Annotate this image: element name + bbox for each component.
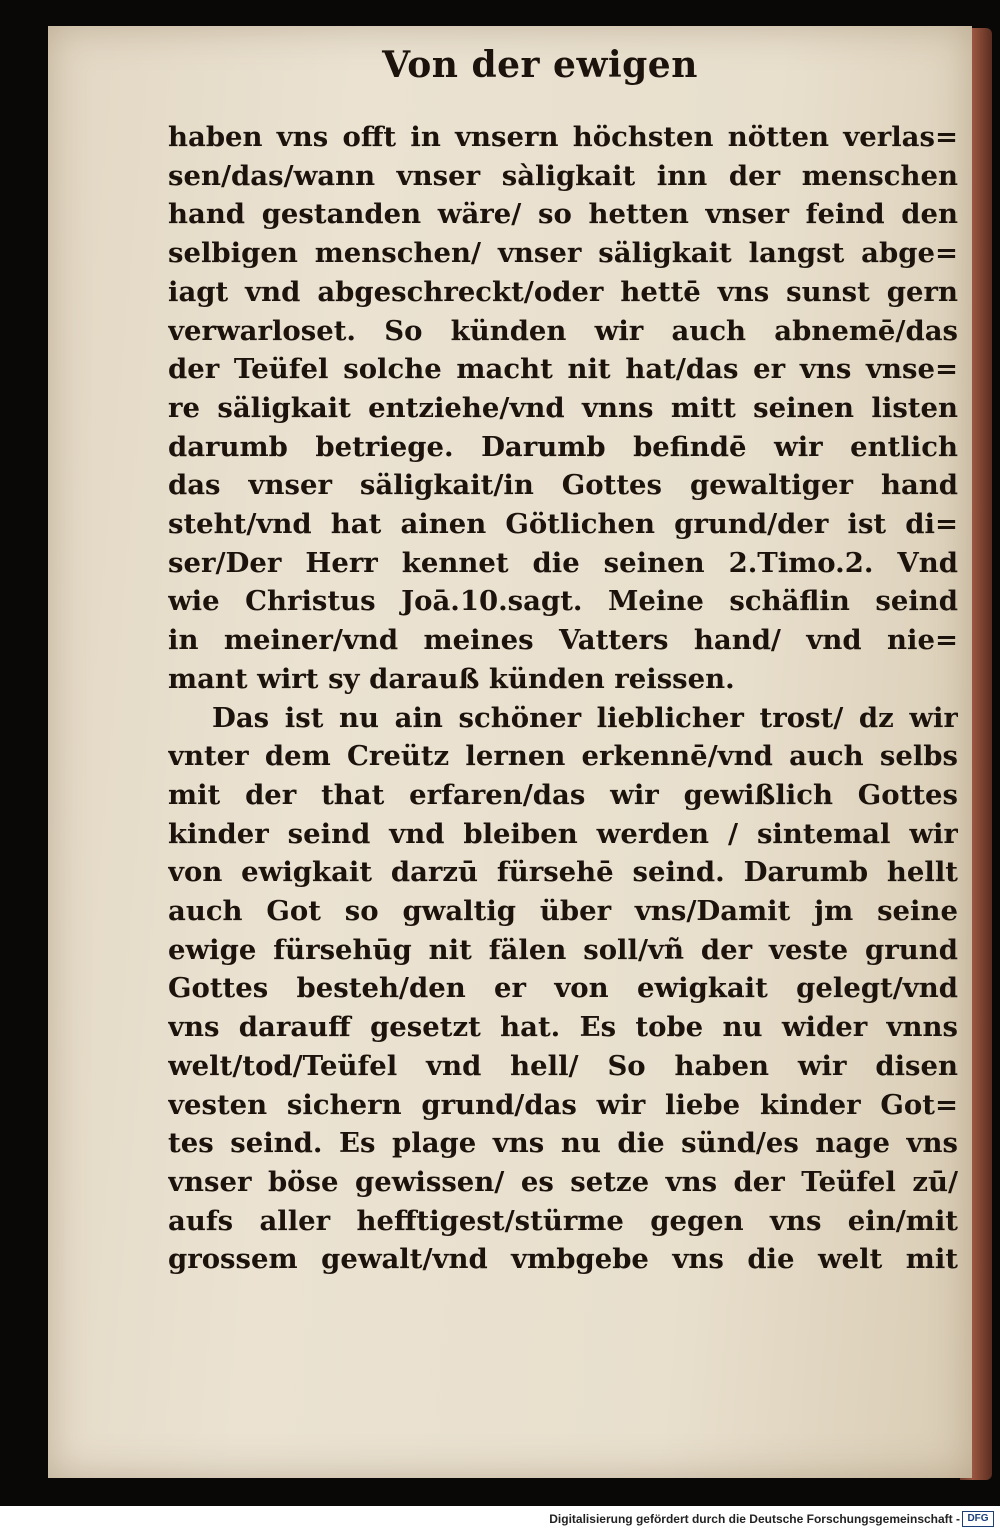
- text-line: tes seind. Es plage vns nu die sünd/es nage vns: [168, 1127, 958, 1160]
- text-line: hand gestanden wäre/ so hetten vnser feind den: [168, 198, 958, 231]
- text-line: aufs aller hefftigest/stürme gegen vns ein/mit: [168, 1204, 958, 1237]
- text-line: selbigen menschen/ vnser säligkait langst abge=: [168, 237, 958, 270]
- text-line: vns darauff gesetzt hat. Es tobe nu wider vnns: [168, 1011, 958, 1044]
- text-line: vnter dem Creütz lernen erkennē/vnd auch selbs: [168, 740, 958, 773]
- dfg-logo: DFG: [962, 1511, 994, 1527]
- text-line: sen/das/wann vnser sàligkait inn der menschen: [168, 159, 958, 192]
- text-line: in meiner/vnd meines Vatters hand/ vnd nie=: [168, 624, 958, 657]
- text-line: ewige fürsehūg nit fälen soll/vñ der veste grund: [168, 933, 958, 966]
- text-line: haben vns offt in vnsern höchsten nötten verlas=: [168, 121, 958, 153]
- text-line: Das ist nu ain schöner lieblicher trost/ dz wir: [212, 701, 958, 734]
- text-line: darumb betriege. Darumb befindē wir entlich: [168, 430, 958, 463]
- text-line: ser/Der Herr kennet die seinen 2.Timo.2. Vnd: [168, 546, 958, 579]
- text-line: vesten sichern grund/das wir liebe kinder Got=: [168, 1088, 958, 1121]
- text-line: iagt vnd abgeschreckt/oder hettē vns sunst gern: [168, 275, 958, 308]
- running-head: Von der ewigen: [382, 44, 698, 86]
- text-line: von ewigkait darzū fürsehē seind. Darumb hellt: [168, 856, 958, 889]
- text-line: der Teüfel solche macht nit hat/das er vns vnse=: [168, 353, 958, 386]
- text-line: kinder seind vnd bleiben werden / sintemal wir: [168, 817, 958, 850]
- text-line: wie Christus Joā.10.sagt. Meine schäflin seind: [168, 585, 958, 618]
- text-line: vnser böse gewissen/ es setze vns der Teüfel zū/: [168, 1165, 958, 1198]
- text-line: mit der that erfaren/das wir gewißlich Gottes: [168, 778, 958, 811]
- footer-credit: Digitalisierung gefördert durch die Deutsche Forschungsgemeinschaft -: [549, 1512, 960, 1526]
- text-line: auch Got so gwaltig über vns/Damit jm seine: [168, 895, 958, 928]
- text-line: Gottes besteh/den er von ewigkait gelegt/vnd: [168, 972, 958, 1005]
- text-line: steht/vnd hat ainen Götlichen grund/der ist di=: [168, 508, 958, 541]
- text-line: das vnser säligkait/in Gottes gewaltiger hand: [168, 469, 958, 502]
- text-line: re säligkait entziehe/vnd vnns mitt seinen listen: [168, 391, 958, 424]
- text-line: grossem gewalt/vnd vmbgebe vns die welt mit: [168, 1243, 958, 1276]
- text-line: welt/tod/Teüfel vnd hell/ So haben wir disen: [168, 1049, 958, 1082]
- text-line: verwarloset. So künden wir auch abnemē/das: [168, 314, 958, 347]
- text-line: mant wirt sy darauß künden reissen.: [168, 662, 735, 695]
- text-block: [168, 118, 958, 1279]
